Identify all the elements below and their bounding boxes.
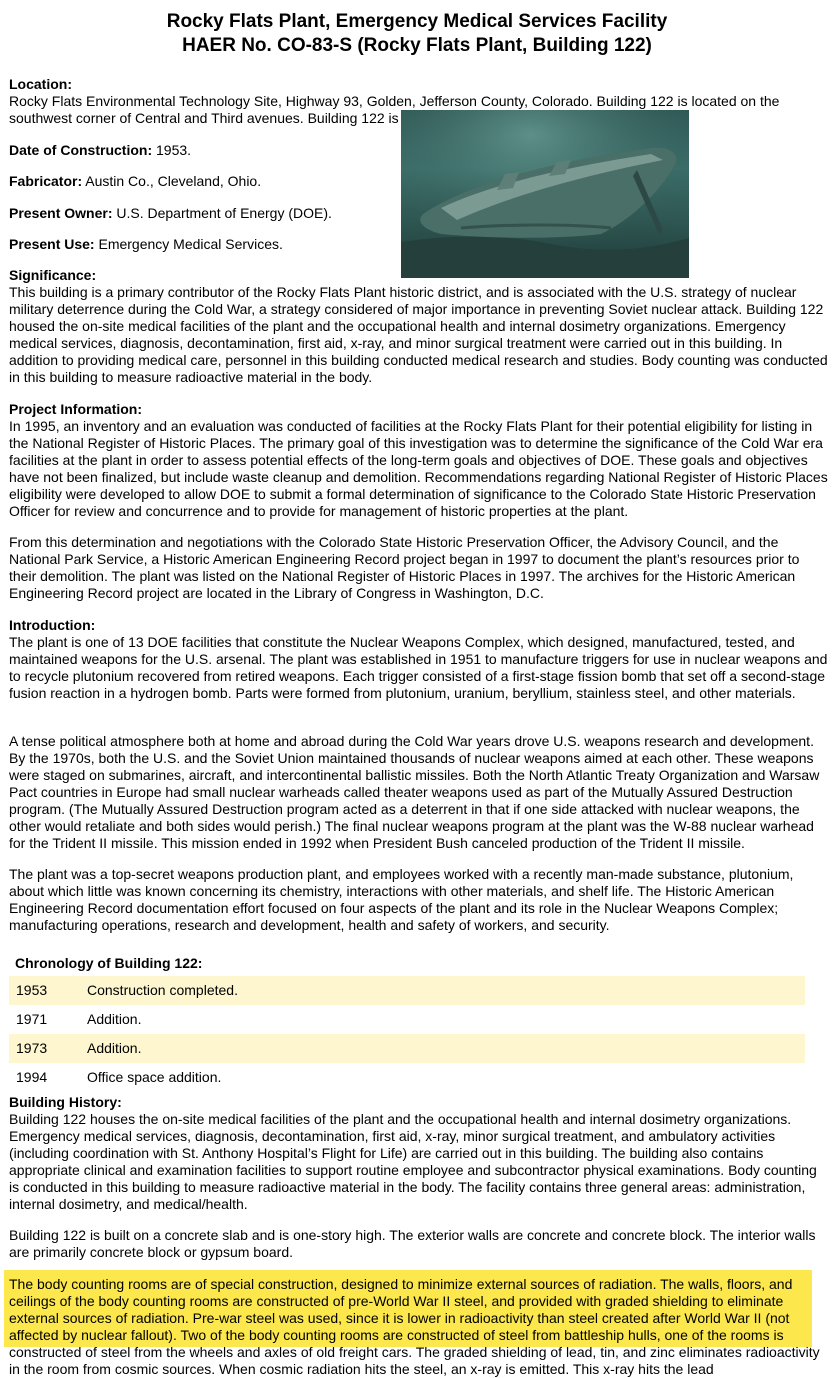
sunken-ship-icon (401, 110, 689, 278)
chronology-year: 1994 (16, 1069, 48, 1085)
title-line-1: Rocky Flats Plant, Emergency Medical Services Facility (166, 11, 668, 32)
location-line-1: Rocky Flats Environmental Technology Site, Highway 93, Golden, Jefferson County, Colorado. Building 122 is located on the (9, 93, 780, 109)
introduction-section (9, 617, 830, 702)
chronology-year: 1971 (16, 1011, 48, 1027)
project-label: Project Information: (9, 401, 143, 417)
chronology-row (9, 1034, 805, 1063)
project-section (9, 401, 830, 520)
owner-value: U.S. Department of Energy (DOE). (112, 205, 332, 221)
project-paragraph-2: From this determination and negotiations with the Colorado State Historic Preservation Officer, the Advisory Council, and the National Park Service, a Historic American Engineering Record project began in 1997 to document the plant’s resources prior to their demolition. The plant was listed on the National Register of Historic Places in 1997. The archives for the Historic American Engineering Record project are located in the Library of Congress in Washington, D.C. (9, 534, 800, 601)
introduction-paragraph-2-wrap (9, 733, 830, 852)
introduction-paragraph-3-wrap (9, 866, 830, 934)
history-label: Building History: (9, 1094, 122, 1110)
history-paragraph-3: The body counting rooms are of special construction, designed to minimize external sources of radiation. The walls, floors, and ceilings of the body counting rooms are constructed of pre-World War II steel, and provided with graded shielding to eliminate external sources of radiation. Pre-war steel was used, since it is lower in radioactivity than steel created after World War II (not affected by nuclear fallout). Two of the body counting rooms are constructed of steel from battleship hulls, one of the rooms is constructed of steel from the wheels and axles of old freight cars. The graded shielding of lead, tin, and zinc eliminates radioactivity in the room from cosmic sources. When cosmic radiation hits the steel, an x-ray is emitted. This x-ray hits the lead (9, 1276, 820, 1377)
fabricator-value: Austin Co., Cleveland, Ohio. (82, 173, 262, 189)
date-label: Date of Construction: (9, 142, 153, 158)
location-label: Location: (9, 76, 72, 92)
introduction-paragraph-2: A tense political atmosphere both at home and abroad during the Cold War years drove U.S. weapons research and development. By the 1970s, both the U.S. and the Soviet Union maintained thousands of nuclear weapons aimed at each other. These weapons were staged on submarines, aircraft, and intercontinental ballistic missiles. Both the North Atlantic Treaty Organization and Warsaw Pact countries in Europe had small nuclear warheads called theater weapons used as part of the Mutually Assured Destruction program. (The Mutually Assured Destruction program acted as a deterrent in that if one side attacked with nuclear weapons, the other would retaliate and both sides would perish.) The final nuclear weapons program at the plant was the W-88 nuclear warhead for the Trident II missile. This mission ended in 1992 when President Bush canceled production of the Trident II missile. (9, 733, 820, 851)
chronology-row (9, 976, 805, 1005)
history-paragraph-1: Building 122 houses the on-site medical facilities of the plant and the occupational health and internal dosimetry organizations. Emergency medical services, diagnosis, decontamination, first aid, x-ray, minor surgical treatment, and ambulatory activities (including coordination with St. Anthony Hospital’s Flight for Life) are carried out in this building. The building also contains appropriate clinical and examination facilities to support routine employee and subcontractor physical examinations. Body counting is conducted in this building to measure radioactive material in the body. The facility contains three general areas: administration, internal dosimetry, and medical/health. (9, 1111, 817, 1212)
use-value: Emergency Medical Services. (94, 236, 283, 252)
introduction-paragraph-3: The plant was a top-secret weapons production plant, and employees worked with a recently man-made substance, plutonium, about which little was known concerning its chemistry, interactions with other materials, and shelf life. The Historic American Engineering Record documentation effort focused on four aspects of the plant and its role in the Nuclear Weapons Complex; manufacturing operations, research and development, health and safety of workers, and security. (9, 866, 794, 933)
chronology-title: Chronology of Building 122: (15, 955, 203, 971)
chronology-row (9, 1005, 805, 1034)
history-paragraph-2: Building 122 is built on a concrete slab and is one-story high. The exterior walls are concrete and concrete block. The interior walls are primarily concrete block or gypsum board. (9, 1227, 816, 1260)
significance-label: Significance: (9, 267, 97, 283)
document-title (0, 10, 834, 58)
chronology-year: 1973 (16, 1040, 48, 1056)
fabricator-label: Fabricator: (9, 173, 83, 189)
use-label: Present Use: (9, 236, 95, 252)
project-paragraph-1: In 1995, an inventory and an evaluation was conducted of facilities at the Rocky Flats Plant for their potential eligibility for listing in the National Register of Historic Places. The primary goal of this investigation was to determine the significance of the Cold War era facilities at the plant in order to assess potential effects of the long-term goals and objectives of DOE. These goals and objectives have not been finalized, but include waste cleanup and demolition. Recommendations regarding National Register of Historic Places eligibility were developed to allow DOE to submit a formal determination of significance to the Colorado State Historic Preservation Officer for review and concurrence and to provide for management of historic properties at the plant. (9, 418, 828, 519)
location-line-2: southwest corner of Central and Third avenues. Building 122 is (9, 110, 399, 126)
owner-label: Present Owner: (9, 205, 113, 221)
date-value: 1953. (152, 142, 192, 158)
significance-text: This building is a primary contributor of the Rocky Flats Plant historic district, and is associated with the U.S. strategy of nuclear military deterrence during the Cold War, a strategy considered of major importance in preventing Soviet nuclear attack. Building 122 housed the on-site medical facilities of the plant and the occupational health and internal dosimetry organizations. Emergency medical services, diagnosis, decontamination, first aid, x-ray, and minor surgical treatment were carried out in this building. In addition to providing medical care, personnel in this building conducted medical research and studies. Body counting was conducted in this building to measure radioactive material in the body. (9, 284, 828, 385)
chronology-event: Addition. (87, 1040, 142, 1056)
history-section (9, 1094, 830, 1213)
title-line-2: HAER No. CO-83-S (Rocky Flats Plant, Building 122) (182, 35, 652, 56)
introduction-label: Introduction: (9, 617, 96, 633)
history-paragraph-2-wrap (9, 1227, 830, 1261)
chronology-event: Office space addition. (87, 1069, 222, 1085)
history-paragraph-3-wrap (9, 1276, 830, 1378)
chronology-year: 1953 (16, 982, 48, 998)
significance-section (9, 267, 830, 386)
chronology-event: Addition. (87, 1011, 142, 1027)
sunken-ship-photo (401, 110, 689, 278)
project-paragraph-2-wrap (9, 534, 830, 602)
chronology-event: Construction completed. (87, 982, 238, 998)
chronology-table (9, 976, 805, 1092)
chronology-row (9, 1063, 805, 1092)
introduction-paragraph-1: The plant is one of 13 DOE facilities that constitute the Nuclear Weapons Complex, which designed, manufactured, tested, and maintained weapons for the U.S. arsenal. The plant was established in 1951 to manufacture triggers for use in nuclear weapons and to recycle plutonium recovered from retired weapons. Each trigger consisted of a first-stage fission bomb that set off a second-stage fusion reaction in a hydrogen bomb. Parts were formed from plutonium, uranium, beryllium, stainless steel, and other materials. (9, 634, 828, 701)
